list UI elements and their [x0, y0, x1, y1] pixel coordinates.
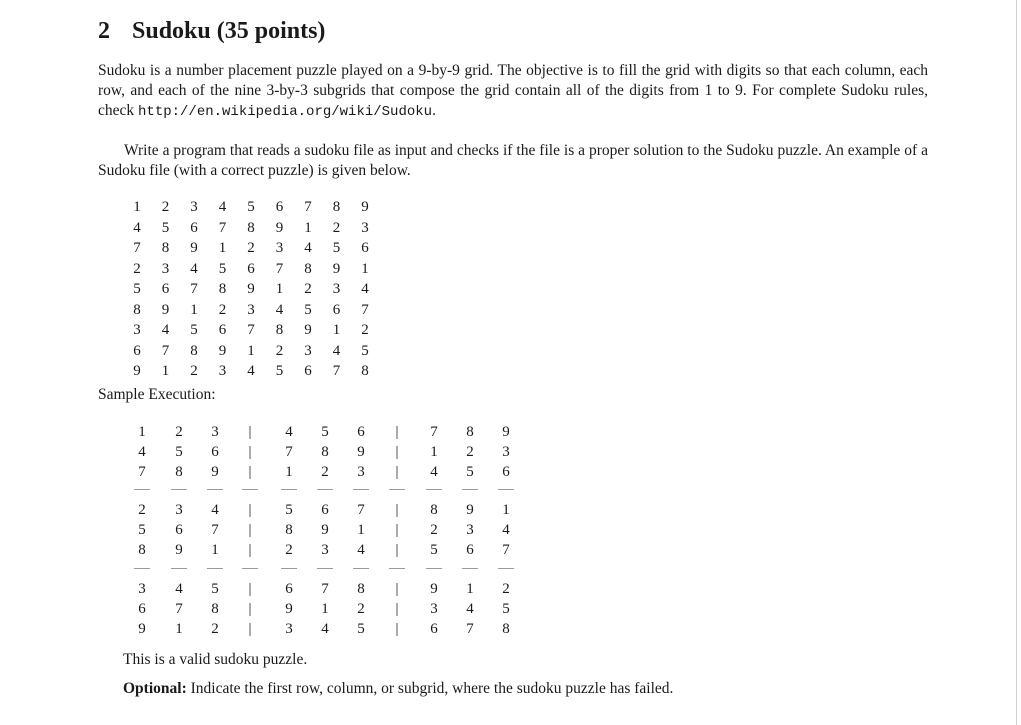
column-separator: | [248, 502, 252, 518]
output-cell: 1 [502, 502, 510, 518]
output-cell: 6 [285, 581, 293, 597]
example-cell: 5 [133, 281, 141, 297]
row-separator-dash [281, 568, 297, 569]
example-cell: 9 [275, 219, 284, 236]
example-cell: 8 [275, 322, 284, 338]
example-cell: 1 [218, 240, 227, 256]
column-separator: | [395, 522, 399, 538]
output-cell: 6 [138, 601, 146, 617]
row-separator-dash [207, 568, 223, 569]
column-separator: | [395, 542, 399, 558]
output-cell: 3 [466, 522, 474, 538]
example-cell: 4 [133, 219, 141, 236]
output-cell: 2 [285, 542, 293, 558]
row-separator-dash [462, 489, 478, 490]
output-cell: 1 [430, 444, 438, 460]
output-cell: 5 [430, 542, 438, 558]
output-cell: 6 [321, 502, 329, 518]
output-cell: 5 [466, 464, 474, 480]
example-cell: 5 [332, 240, 341, 256]
example-cell: 2 [218, 301, 227, 318]
column-separator: | [395, 424, 399, 440]
output-cell: 5 [175, 444, 183, 460]
intro-text: Sudoku is a number placement puzzle played on a 9-by-9 grid. The objective is to fill the grid with digits so that each column, each row, and each of the nine 3-by-3 subgrids that compose the grid contain all of the digits from 1 to 9. For complete Sudoku rules, check [98, 62, 928, 119]
example-cell: 2 [247, 240, 255, 256]
example-cell: 6 [247, 260, 255, 277]
example-cell: 9 [190, 240, 198, 256]
output-cell: 6 [466, 542, 474, 558]
example-cell: 5 [304, 301, 312, 318]
example-cell: 2 [275, 342, 284, 359]
output-cell: 1 [138, 424, 146, 440]
example-cell: 1 [133, 199, 141, 215]
output-cell: 2 [175, 424, 183, 440]
example-cell: 9 [218, 342, 227, 359]
example-cell: 3 [133, 322, 141, 338]
example-cell: 6 [190, 219, 198, 236]
row-separator-dash [498, 568, 514, 569]
row-separator-dash [353, 568, 369, 569]
output-cell: 7 [175, 601, 183, 617]
column-separator: | [248, 621, 252, 637]
output-cell: 5 [285, 502, 293, 518]
output-cell: 6 [211, 444, 219, 460]
example-cell: 6 [218, 322, 227, 338]
example-cell: 6 [133, 342, 141, 359]
wikipedia-link[interactable]: http://en.wikipedia.org/wiki/Sudoku [138, 104, 433, 120]
optional-text: Indicate the first row, column, or subgrid, where the sudoku puzzle has failed. [186, 680, 674, 697]
row-separator-dash [242, 568, 258, 569]
output-cell: 9 [502, 424, 510, 440]
column-separator: | [395, 502, 399, 518]
example-cell: 5 [247, 199, 255, 215]
section-heading [98, 18, 325, 45]
row-separator-dash [389, 489, 405, 490]
example-cell: 2 [304, 281, 312, 297]
example-cell: 2 [133, 260, 141, 277]
output-cell: 2 [357, 601, 365, 617]
example-cell: 7 [332, 363, 341, 379]
output-cell: 2 [502, 581, 510, 597]
output-cell: 8 [430, 502, 438, 518]
output-cell: 1 [285, 464, 293, 480]
column-separator: | [248, 424, 252, 440]
output-cell: 3 [285, 621, 293, 637]
output-cell: 3 [502, 444, 510, 460]
example-cell: 3 [332, 281, 341, 297]
output-cell: 8 [175, 464, 183, 480]
example-cell: 4 [275, 301, 284, 318]
column-separator: | [395, 601, 399, 617]
optional-label: Optional: [123, 680, 187, 697]
column-separator: | [395, 621, 399, 637]
output-cell: 9 [175, 542, 183, 558]
row-separator-dash [171, 489, 187, 490]
output-cell: 5 [211, 581, 219, 597]
output-cell: 9 [138, 621, 146, 637]
example-cell: 8 [218, 281, 227, 297]
output-cell: 4 [285, 424, 293, 440]
output-cell: 5 [321, 424, 329, 440]
row-separator-dash [171, 568, 187, 569]
example-cell: 1 [304, 219, 312, 236]
output-cell: 7 [466, 621, 474, 637]
optional-note [123, 679, 673, 699]
example-cell: 8 [161, 240, 170, 256]
output-cell: 7 [138, 464, 146, 480]
output-cell: 1 [466, 581, 474, 597]
example-cell: 4 [161, 322, 170, 338]
example-cell: 5 [218, 260, 227, 277]
example-cell: 9 [332, 260, 341, 277]
output-cell: 8 [138, 542, 146, 558]
task-paragraph [98, 141, 928, 181]
output-cell: 1 [321, 601, 329, 617]
example-cell: 1 [332, 322, 341, 338]
output-cell: 1 [175, 621, 183, 637]
example-cell: 1 [275, 281, 284, 297]
column-separator: | [248, 601, 252, 617]
example-cell: 3 [247, 301, 255, 318]
example-cell: 4 [332, 342, 341, 359]
example-cell: 9 [361, 199, 369, 215]
row-separator-dash [498, 489, 514, 490]
column-separator: | [395, 581, 399, 597]
output-cell: 4 [357, 542, 365, 558]
row-separator-dash [242, 489, 258, 490]
example-cell: 2 [332, 219, 341, 236]
example-cell: 5 [190, 322, 198, 338]
output-cell: 9 [357, 444, 365, 460]
output-cell: 6 [357, 424, 365, 440]
output-cell: 5 [502, 601, 510, 617]
example-cell: 7 [304, 199, 312, 215]
example-cell: 4 [361, 281, 369, 297]
row-separator-dash [462, 568, 478, 569]
output-cell: 4 [138, 444, 146, 460]
output-cell: 6 [175, 522, 183, 538]
example-cell: 9 [161, 301, 170, 318]
column-separator: | [248, 581, 252, 597]
row-separator-dash [134, 568, 150, 569]
output-cell: 3 [211, 424, 219, 440]
example-cell: 3 [190, 199, 198, 215]
example-cell: 7 [161, 342, 170, 359]
example-cell: 8 [361, 363, 369, 379]
output-cell: 4 [466, 601, 474, 617]
output-cell: 3 [321, 542, 329, 558]
example-cell: 6 [361, 240, 369, 256]
row-separator-dash [134, 489, 150, 490]
output-cell: 2 [211, 621, 219, 637]
example-cell: 2 [361, 322, 369, 338]
example-cell: 3 [218, 363, 227, 379]
output-cell: 7 [502, 542, 510, 558]
output-cell: 9 [285, 601, 293, 617]
example-cell: 3 [161, 260, 170, 277]
example-cell: 2 [190, 363, 198, 379]
column-separator: | [395, 444, 399, 460]
example-cell: 8 [190, 342, 198, 359]
row-separator-dash [207, 489, 223, 490]
output-cell: 6 [502, 464, 510, 480]
example-cell: 7 [133, 240, 141, 256]
output-cell: 2 [321, 464, 329, 480]
example-cell: 1 [361, 260, 369, 277]
sample-execution-label: Sample Execution: [98, 386, 216, 403]
example-cell: 9 [304, 322, 312, 338]
section-title: Sudoku (35 points) [132, 18, 326, 44]
output-cell: 7 [430, 424, 438, 440]
output-cell: 1 [211, 542, 219, 558]
output-cell: 3 [357, 464, 365, 480]
output-cell: 7 [211, 522, 219, 538]
example-cell: 9 [133, 363, 141, 379]
example-cell: 8 [304, 260, 312, 277]
page-edge-line [1016, 0, 1017, 725]
output-cell: 9 [466, 502, 474, 518]
intro-text-end: . [432, 102, 436, 119]
output-cell: 7 [357, 502, 365, 518]
example-cell: 8 [332, 199, 341, 215]
valid-message: This is a valid sudoku puzzle. [123, 651, 308, 668]
row-separator-dash [426, 489, 442, 490]
section-number: 2 [98, 18, 110, 44]
example-cell: 5 [275, 363, 284, 379]
output-cell: 3 [138, 581, 146, 597]
example-cell: 6 [332, 301, 341, 318]
output-cell: 8 [502, 621, 510, 637]
row-separator-dash [281, 489, 297, 490]
row-separator-dash [317, 489, 333, 490]
column-separator: | [248, 522, 252, 538]
example-cell: 8 [247, 219, 255, 236]
output-cell: 4 [175, 581, 183, 597]
example-cell: 6 [275, 199, 284, 215]
output-cell: 7 [285, 444, 293, 460]
output-cell: 2 [466, 444, 474, 460]
example-cell: 7 [218, 219, 227, 236]
example-cell: 4 [190, 260, 198, 277]
output-cell: 3 [430, 601, 438, 617]
example-cell: 6 [161, 281, 170, 297]
output-cell: 9 [430, 581, 438, 597]
intro-paragraph [98, 61, 928, 122]
output-cell: 9 [321, 522, 329, 538]
example-cell: 4 [247, 363, 255, 379]
row-separator-dash [389, 568, 405, 569]
row-separator-dash [426, 568, 442, 569]
example-cell: 6 [304, 363, 312, 379]
output-cell: 1 [357, 522, 365, 538]
column-separator: | [248, 444, 252, 460]
output-cell: 5 [357, 621, 365, 637]
example-cell: 4 [304, 240, 312, 256]
example-cell: 1 [190, 301, 198, 318]
output-cell: 7 [321, 581, 329, 597]
output-cell: 8 [466, 424, 474, 440]
example-cell: 7 [361, 301, 369, 318]
output-cell: 8 [321, 444, 329, 460]
output-cell: 4 [430, 464, 438, 480]
output-cell: 8 [285, 522, 293, 538]
output-cell: 3 [175, 502, 183, 518]
example-cell: 2 [161, 199, 170, 215]
example-cell: 9 [247, 281, 255, 297]
example-cell: 4 [218, 199, 227, 215]
column-separator: | [395, 464, 399, 480]
output-cell: 4 [321, 621, 329, 637]
output-cell: 4 [211, 502, 219, 518]
example-cell: 5 [361, 342, 369, 359]
output-cell: 9 [211, 464, 219, 480]
example-cell: 3 [361, 219, 369, 236]
row-separator-dash [353, 489, 369, 490]
example-cell: 1 [161, 363, 170, 379]
output-cell: 4 [502, 522, 510, 538]
example-cell: 7 [190, 281, 198, 297]
column-separator: | [248, 542, 252, 558]
column-separator: | [248, 464, 252, 480]
output-cell: 8 [211, 601, 219, 617]
task-text: Write a program that reads a sudoku file as input and checks if the file is a proper solution to the Sudoku puzzle. An example of a Sudoku file (with a correct puzzle) is given below. [98, 142, 928, 179]
output-cell: 6 [430, 621, 438, 637]
output-cell: 8 [357, 581, 365, 597]
output-cell: 5 [138, 522, 146, 538]
output-cell: 2 [430, 522, 438, 538]
example-cell: 7 [275, 260, 284, 277]
example-cell: 5 [161, 219, 170, 236]
example-cell: 1 [247, 342, 255, 359]
example-cell: 3 [304, 342, 312, 359]
output-cell: 2 [138, 502, 146, 518]
example-cell: 8 [133, 301, 141, 318]
example-cell: 3 [275, 240, 284, 256]
row-separator-dash [317, 568, 333, 569]
example-cell: 7 [247, 322, 255, 338]
